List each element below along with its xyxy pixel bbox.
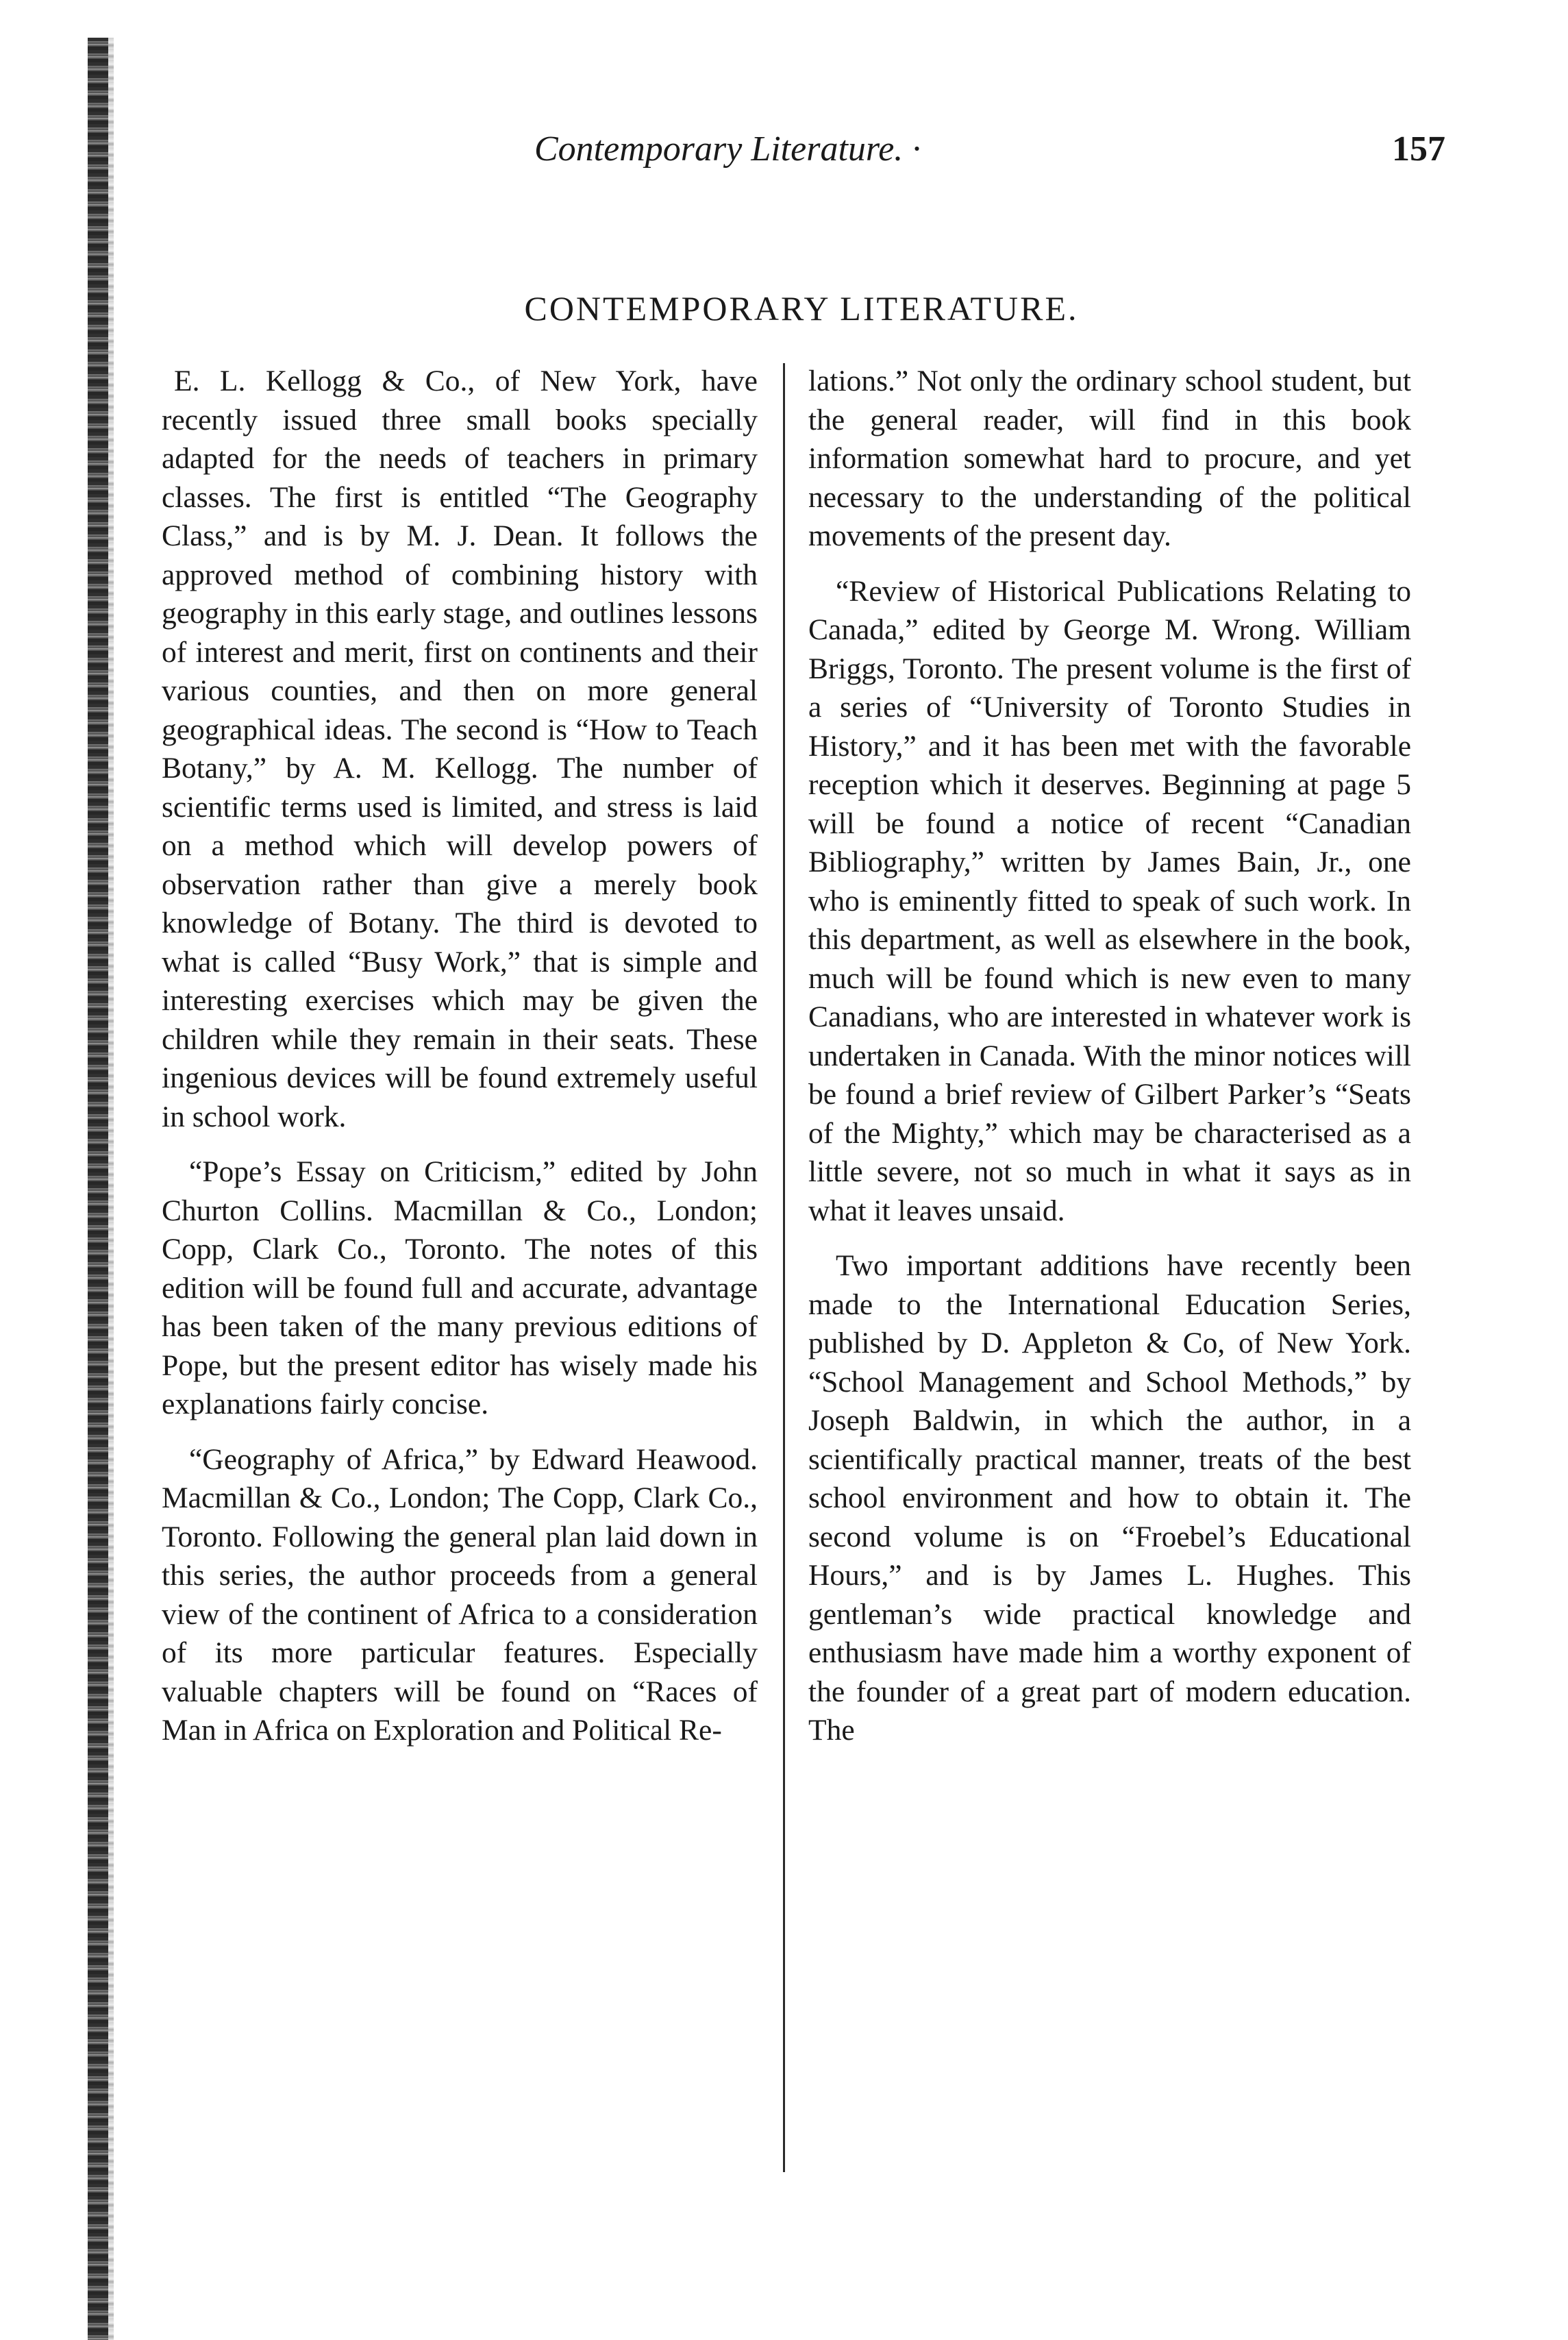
page-binding-shadow [108, 38, 114, 2340]
running-head: Contemporary Literature. · [534, 130, 921, 169]
column-divider [783, 363, 785, 2172]
page-binding-edge [88, 38, 108, 2340]
paragraph-popes-essay: “Pope’s Essay on Criticism,” edited by John Churton Collins. Macmillan & Co., London; Copp, Clark Co., Toronto. The notes of this edition will be found full and accurate, advantage has been taken of the many previous editions of Pope, but the present editor has wisely made his explanations fairly concise. [162, 1155, 758, 1420]
page-number: 157 [1392, 130, 1445, 169]
section-title: CONTEMPORARY LITERATURE. [524, 289, 1079, 328]
paragraph-africa-continued: lations.” Not only the ordinary school student, but the general reader, will find in this book information somewhat hard to procure, and yet necessary to the understanding of the political movements of the present day. [808, 365, 1411, 552]
paragraph-international-education-series: Two important additions have recently been made to the International Education Series, published by D. Appleton & Co, of New York. “School Management and School Methods,” by Joseph Baldwin, in which the author, in a scientifically practical manner, treats of the best school environment and how to obtain it. The second volume is on “Froebel’s Educational Hours,” and is by James L. Hughes. This gentleman’s wide practical knowledge and enthusiasm have made him a worthy exponent of the founder of a great part of modern education. The [808, 1249, 1411, 1747]
paragraph-kellogg-books: E. L. Kellogg & Co., of New York, have recently issued three small books specially adapted for the needs of teachers in primary classes. The first is entitled “The Geography Class,” and is by M. J. Dean. It follows the approved method of combining history with geography in this early stage, and outlines lessons of interest and merit, first on continents and their various counties, and then on more general geographical ideas. The second is “How to Teach Botany,” by A. M. Kellogg. The number of scientific terms used is limited, and stress is laid on a method which will develop powers of observation rather than give a merely book knowledge of Botany. The third is devoted to what is called “Busy Work,” that is simple and interesting exercises which may be given the children while they remain in their seats. These ingenious devices will be found extremely useful in school work. [162, 365, 758, 1133]
paragraph-historical-publications: “Review of Historical Publications Relating to Canada,” edited by George M. Wrong. William Briggs, Toronto. The present volume is the first of a series of “University of Toronto Studies in History,” and it has been met with the favorable reception which it deserves. Beginning at page 5 will be found a notice of recent “Canadian Bibliography,” written by James Bain, Jr., one who is eminently fitted to speak of such work. In this department, as well as elsewhere in the book, much will be found which is new even to many Canadians, who are interested in whatever work is undertaken in Canada. With the minor notices will be found a brief review of Gilbert Parker’s “Seats of the Mighty,” which may be characterised as a little severe, not so much in what it says as in what it leaves unsaid. [808, 574, 1411, 1227]
right-column [808, 362, 1411, 1750]
left-column [162, 362, 758, 1750]
paragraph-geography-of-africa: “Geography of Africa,” by Edward Heawood. Macmillan & Co., London; The Copp, Clark Co., Toronto. Following the general plan laid down in this series, the author proceeds from a general view of the continent of Africa to a consideration of its more particular features. Especially valuable chapters will be found on “Races of Man in Africa on Exploration and Political Re- [162, 1442, 758, 1747]
